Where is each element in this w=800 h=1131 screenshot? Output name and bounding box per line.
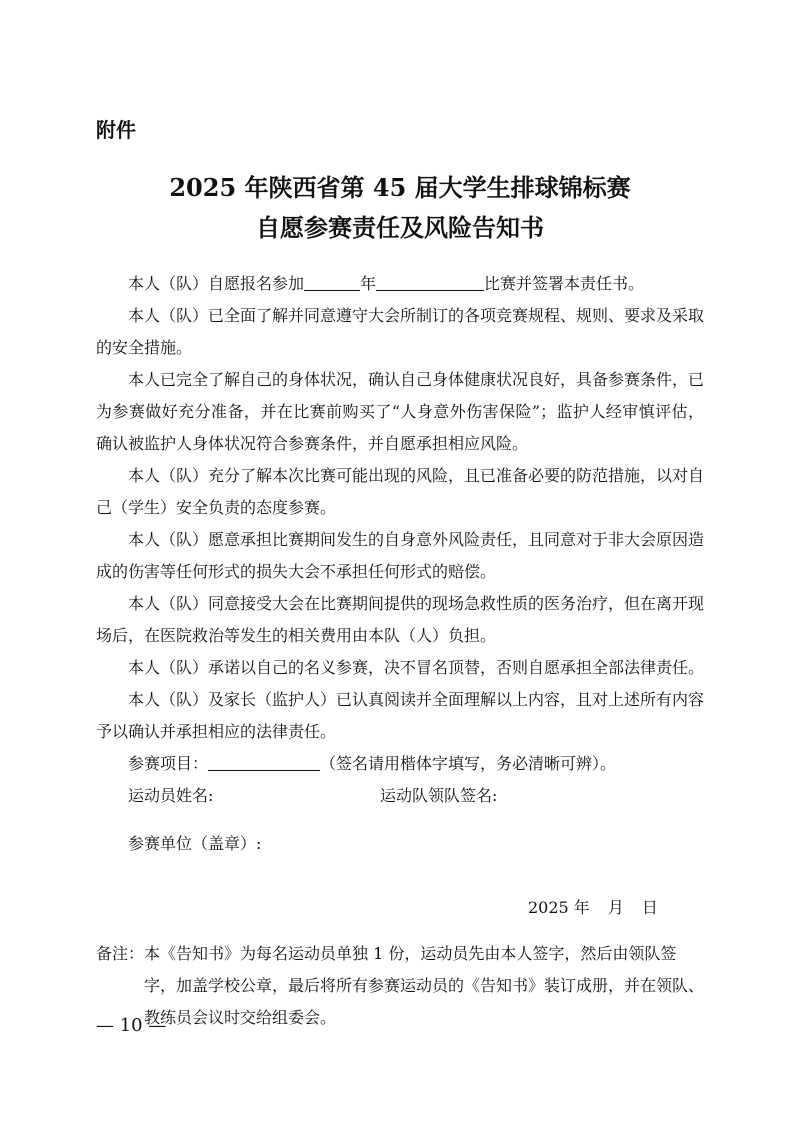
- remark-block: [96, 938, 704, 1034]
- intro-text-1: 本人（队）自愿报名参加: [128, 274, 305, 293]
- year-blank[interactable]: [304, 270, 360, 291]
- clause-paragraph-5: 本人（队）同意接受大会在比赛期间提供的现场急救性质的医务治疗，但在离开现场后，在医院救治等发生的相关费用由本队（人）负担。: [96, 594, 705, 645]
- leader-sign-label: 运动队领队签名:: [380, 786, 498, 805]
- date-year: 2025 年: [528, 898, 590, 917]
- attachment-label: 附件: [96, 118, 136, 142]
- clause-paragraph-2: 本人已完全了解自己的身体状况，确认自己身体健康状况良好，具备参赛条件，已为参赛做好充分准备，并在比赛前购买了“人身意外伤害保险”；监护人经审慎评估，确认被监护人身体状况符合参赛条件，并自愿承担相应风险。: [96, 370, 705, 453]
- athlete-name-label: 运动员姓名:: [128, 786, 214, 805]
- page-number: — 10 —: [96, 1015, 167, 1036]
- document-title-line2: 自愿参赛责任及风险告知书: [256, 213, 544, 242]
- intro-text-2: 年: [360, 274, 377, 293]
- intro-line: [128, 268, 644, 300]
- clause-paragraph-3: 本人（队）充分了解本次比赛可能出现的风险，且已准备必要的防范措施，以对自己（学生）安全负责的态度参赛。: [96, 466, 705, 517]
- unit-seal-label: 参赛单位（盖章）:: [128, 834, 262, 853]
- event-item-label: 参赛项目：: [128, 754, 209, 773]
- event-item-line: [128, 748, 616, 780]
- document-title-line1: 2025 年陕西省第 45 届大学生排球锦标赛: [169, 173, 631, 202]
- clause-paragraph-1: 本人（队）已全面了解并同意遵守大会所制订的各项竞赛规程、规则、要求及采取的安全措施。: [96, 306, 705, 357]
- clause-paragraph-4: 本人（队）愿意承担比赛期间发生的自身意外风险责任，且同意对于非大会原因造成的伤害等任何形式的损失大会不承担任何形式的赔偿。: [96, 530, 705, 581]
- clause-paragraph-7: 本人（队）及家长（监护人）已认真阅读并全面理解以上内容，且对上述所有内容予以确认并承担相应的法律责任。: [96, 690, 705, 741]
- date-day: 日: [641, 898, 658, 917]
- remark-body: 本《告知书》为每名运动员单独 1 份，运动员先由本人签字，然后由领队签字，加盖学校公章，最后将所有参赛运动员的《告知书》装订成册，并在领队、教练员会议时交给组委会。: [144, 944, 705, 1027]
- intro-text-3: 比赛并签署本责任书。: [484, 274, 645, 293]
- remark-label: 备注：: [96, 944, 145, 963]
- event-item-note: （签名请用楷体字填写，务必清晰可辨）。: [320, 754, 617, 773]
- competition-blank[interactable]: [376, 270, 484, 291]
- clause-paragraph-6: 本人（队）承诺以自己的名义参赛，决不冒名顶替，否则自愿承担全部法律责任。: [128, 658, 705, 677]
- event-item-blank[interactable]: [208, 750, 320, 771]
- date-month: 月: [607, 898, 624, 917]
- date-line: [528, 892, 658, 924]
